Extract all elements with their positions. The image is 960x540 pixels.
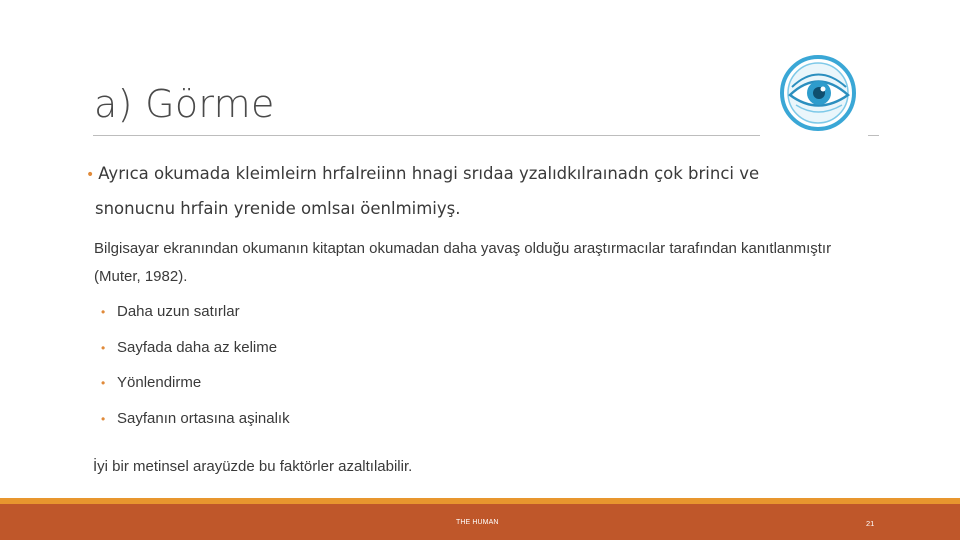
paragraph-1: Bilgisayar ekranından okumanın kitaptan okumadan daha yavaş olduğu araştırmacılar tarafından kanıtlanmıştır (Muter, 1982). (94, 240, 832, 285)
paragraph-2: İyi bir metinsel arayüzde bu faktörler azaltılabilir. (93, 458, 413, 475)
list-item (101, 333, 501, 369)
list-item-label: Sayfanın ortasına aşinalık (117, 409, 290, 427)
footer-text: THE HUMAN (456, 519, 499, 526)
eye-icon (776, 52, 862, 134)
sub-bullet-list (101, 297, 501, 439)
bullet-dot-icon: • (101, 376, 106, 390)
bullet-dot-icon: • (86, 167, 95, 183)
main-bullet-line1-row (86, 157, 826, 192)
main-bullet-line2: snonucnu hrfain yrenide omlsaı öenlmimiyş. (95, 199, 461, 218)
list-item (101, 368, 501, 404)
list-item (101, 297, 501, 333)
list-item-label: Sayfada daha az kelime (117, 338, 278, 356)
main-bullet-line1: Ayrıca okumada kleimleirn hrfalreiinn hnagi srıdaa yzalıdkılraınadn çok brinci ve (98, 164, 760, 183)
title-divider (93, 135, 760, 136)
list-item (101, 404, 501, 440)
bullet-dot-icon: • (101, 411, 106, 426)
page-number: 21 (866, 519, 875, 528)
list-item-label: Daha uzun satırlar (117, 303, 240, 320)
bullet-dot-icon: • (101, 340, 106, 355)
main-bullet (86, 157, 826, 226)
list-item-label: Yönlendirme (117, 374, 202, 391)
slide-title: a) Görme (94, 82, 275, 126)
bullet-dot-icon: • (101, 305, 106, 319)
title-divider-right (868, 135, 879, 136)
